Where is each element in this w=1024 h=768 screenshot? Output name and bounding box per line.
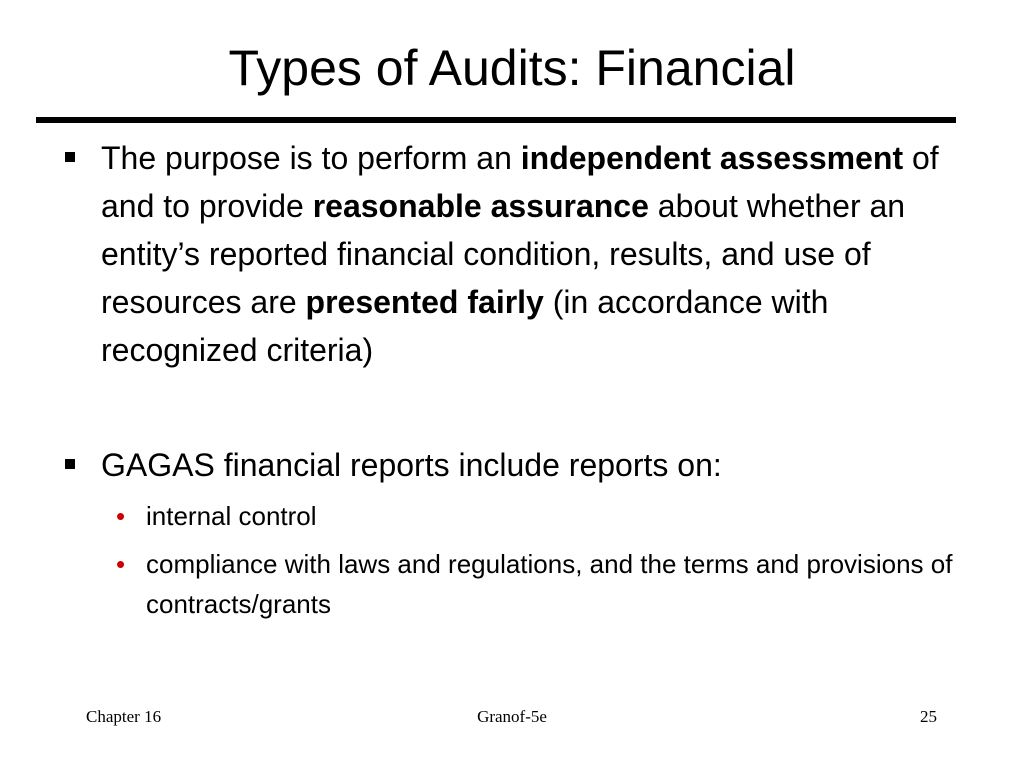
footer-chapter: Chapter 16 — [86, 707, 162, 726]
bullet-purpose-run-3: of and to provide — [101, 140, 939, 224]
bullet-purpose — [101, 134, 961, 374]
subitem-internal-control-text: internal control — [146, 501, 317, 531]
sub-bullet-dot: • — [116, 549, 126, 579]
subitem-compliance — [116, 544, 956, 624]
sub-bullet-dot: • — [116, 501, 126, 531]
bullet-purpose-run-7: (in accordance with recognized criteria) — [101, 284, 829, 368]
bullet-purpose-run-2: independent assessment — [520, 140, 904, 176]
subitem-internal-control — [116, 496, 956, 536]
footer-source: Granof-5e — [477, 707, 547, 726]
square-bullet-icon — [65, 134, 79, 182]
title-underline-rule — [36, 117, 956, 123]
bullet-purpose-run-6: presented fairly — [305, 284, 544, 320]
subitem-compliance-text: compliance with laws and regulations, and the terms and provisions of contracts/grants — [146, 549, 953, 619]
bullet-gagas-text: GAGAS financial reports include reports on: — [101, 447, 722, 483]
bullet-purpose-run-1: The purpose is to perform an — [101, 140, 521, 176]
bullet-gagas-reports — [101, 441, 961, 489]
bullet-purpose-run-5: about whether an entity’s reported financial condition, results, and use of resources are — [101, 188, 906, 320]
slide-title: Types of Audits: Financial — [228, 40, 796, 96]
square-bullet-icon — [65, 441, 79, 489]
bullet-purpose-run-4: reasonable assurance — [312, 188, 649, 224]
footer-page-number: 25 — [920, 707, 937, 726]
